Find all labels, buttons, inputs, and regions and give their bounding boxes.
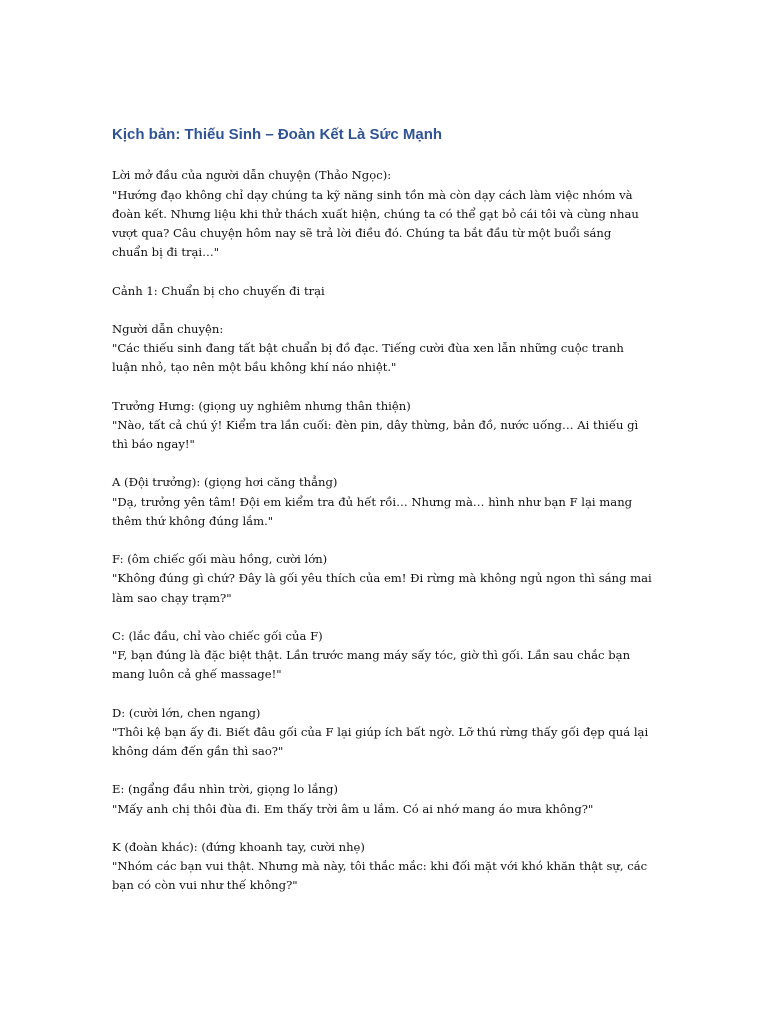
dialogue-line: mang luôn cả ghế massage!" <box>112 667 282 682</box>
dialogue-line: "Thôi kệ bạn ấy đi. Biết đâu gối của F lại giúp ích bất ngờ. Lỡ thú rừng thấy gối đẹp quá lại <box>112 724 649 739</box>
dialogue-block <box>112 320 712 378</box>
dialogue-block <box>112 550 712 608</box>
dialogue-block <box>112 838 712 896</box>
intro-label: Lời mở đầu của người dẫn chuyện (Thảo Ngọc): <box>112 168 392 183</box>
dialogue-line: "Mấy anh chị thôi đùa đi. Em thấy trời âm u lắm. Có ai nhớ mang áo mưa không?" <box>112 801 594 816</box>
speaker-line: D: (cười lớn, chen ngang) <box>112 705 261 720</box>
dialogue-line: "Nào, tất cả chú ý! Kiểm tra lần cuối: đèn pin, dây thừng, bản đồ, nước uống… Ai thiếu gì <box>112 417 639 432</box>
dialogue-line: luận nhỏ, tạo nên một bầu không khí náo nhiệt." <box>112 360 397 375</box>
intro-line: "Hướng đạo không chỉ dạy chúng ta kỹ năng sinh tồn mà còn dạy cách làm việc nhóm và <box>112 187 633 202</box>
intro-line: vượt qua? Câu chuyện hôm nay sẽ trả lời điều đó. Chúng ta bắt đầu từ một buổi sáng <box>112 225 612 240</box>
intro-line: chuẩn bị đi trại…" <box>112 245 220 260</box>
speaker-line: A (Đội trưởng): (giọng hơi căng thẳng) <box>112 475 338 490</box>
dialogue-block <box>112 704 712 762</box>
dialogue-line: thì báo ngay!" <box>112 437 195 452</box>
dialogue-line: "Dạ, trưởng yên tâm! Đội em kiểm tra đủ hết rồi… Nhưng mà… hình như bạn F lại mang <box>112 494 633 509</box>
dialogue-line: "Nhóm các bạn vui thật. Nhưng mà này, tôi thắc mắc: khi đối mặt với khó khăn thật sự, các <box>112 859 648 874</box>
speaker-line: Người dẫn chuyện: <box>112 321 224 336</box>
document-body <box>112 166 712 914</box>
dialogue-line: "F, bạn đúng là đặc biệt thật. Lần trước mang máy sấy tóc, giờ thì gối. Lần sau chắc bạn <box>112 648 631 663</box>
dialogue-line: thêm thứ không đúng lắm." <box>112 513 274 528</box>
intro-line: đoàn kết. Nhưng liệu khi thử thách xuất hiện, chúng ta có thể gạt bỏ cái tôi và cùng nhau <box>112 206 639 221</box>
dialogue-block <box>112 473 712 531</box>
scene-heading: Cảnh 1: Chuẩn bị cho chuyến đi trại <box>112 283 325 298</box>
scene-heading-paragraph <box>112 282 712 301</box>
speaker-line: E: (ngẩng đầu nhìn trời, giọng lo lắng) <box>112 782 338 797</box>
speaker-line: K (đoàn khác): (đứng khoanh tay, cười nhẹ) <box>112 839 365 854</box>
speaker-line: Trưởng Hưng: (giọng uy nghiêm nhưng thân thiện) <box>112 398 411 413</box>
dialogue-line: bạn có còn vui như thế không?" <box>112 878 298 893</box>
dialogue-line: làm sao chạy trạm?" <box>112 590 232 605</box>
dialogue-block <box>112 397 712 455</box>
dialogue-line: "Không đúng gì chứ? Đây là gối yêu thích của em! Đi rừng mà không ngủ ngon thì sáng mai <box>112 571 652 586</box>
speaker-line: F: (ôm chiếc gối màu hồng, cười lớn) <box>112 552 328 567</box>
dialogue-line: không dám đến gần thì sao?" <box>112 744 284 759</box>
dialogue-block <box>112 780 712 818</box>
intro-paragraph <box>112 166 712 262</box>
document-title: Kịch bản: Thiếu Sinh – Đoàn Kết Là Sức Mạnh <box>112 126 443 143</box>
speaker-line: C: (lắc đầu, chỉ vào chiếc gối của F) <box>112 628 323 643</box>
dialogue-block <box>112 627 712 685</box>
dialogue-line: "Các thiếu sinh đang tất bật chuẩn bị đồ đạc. Tiếng cười đùa xen lẫn những cuộc tranh <box>112 341 624 356</box>
